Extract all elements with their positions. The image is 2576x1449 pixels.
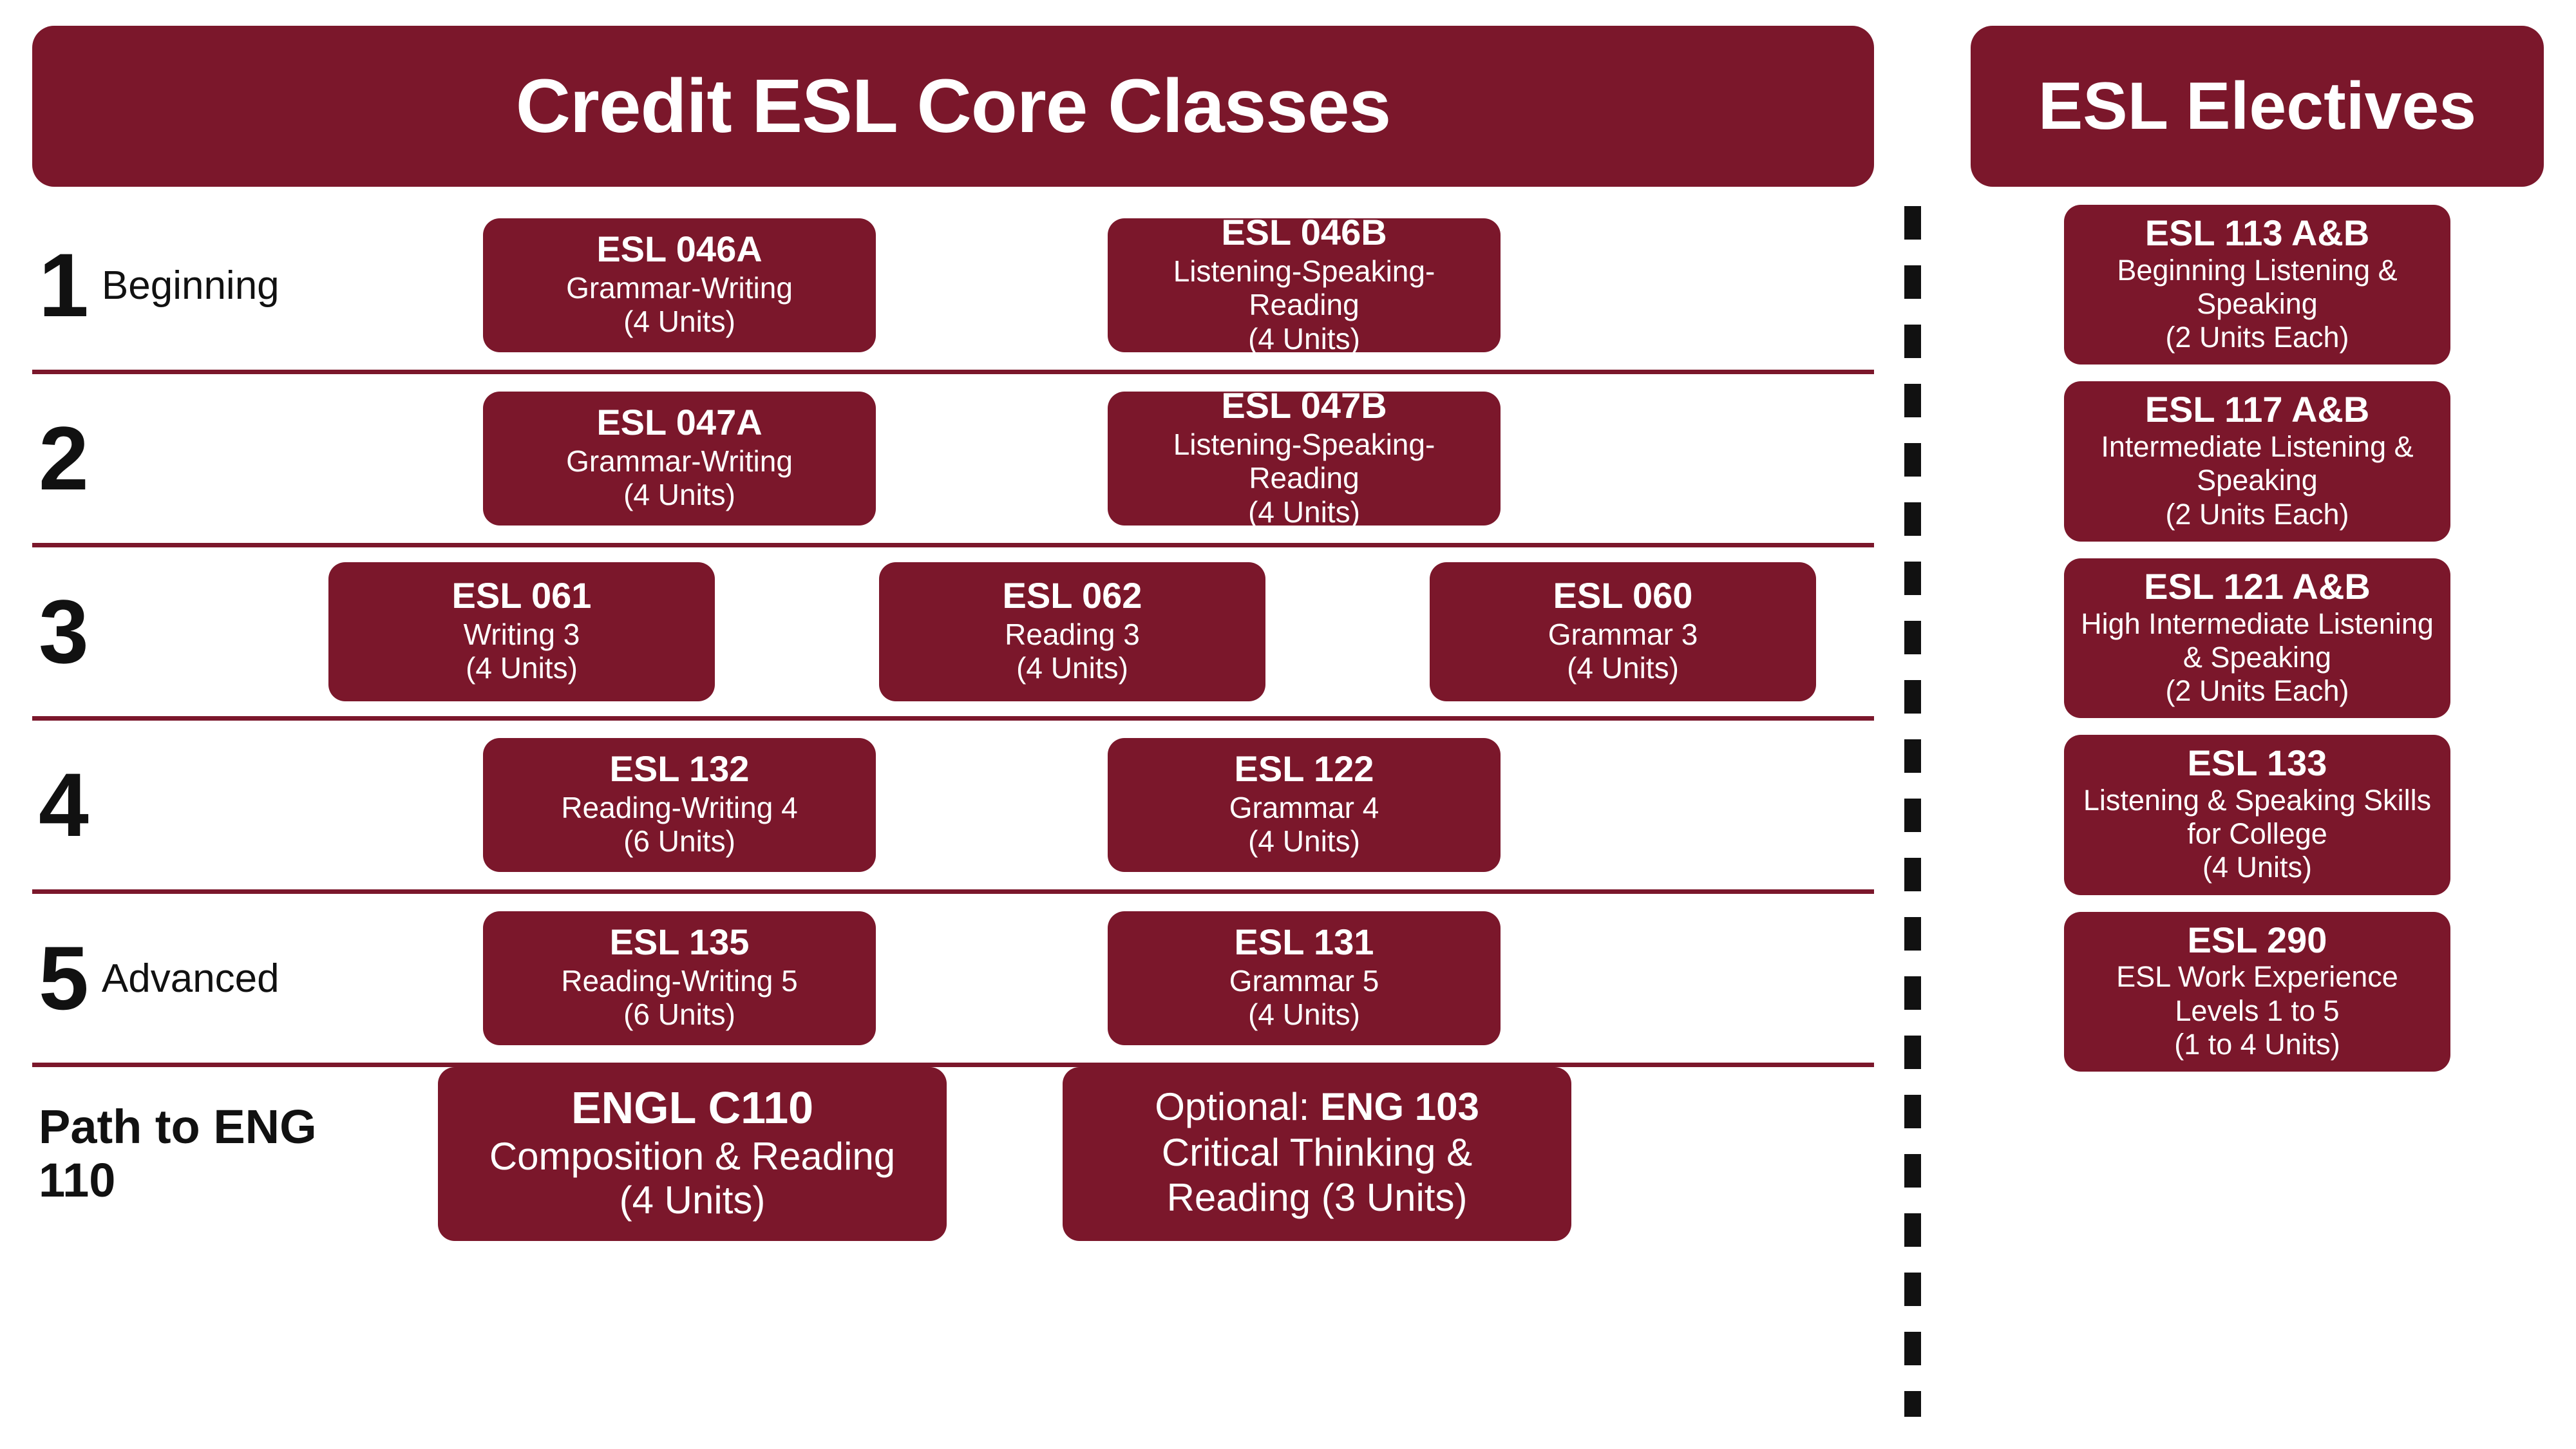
- column-divider: [1874, 26, 1951, 1423]
- level-row-1: [32, 201, 1874, 374]
- course-desc: Beginning Listening & Speaking: [2117, 253, 2398, 321]
- level-2-cards: [225, 384, 1874, 529]
- course-units: (4 Units): [1016, 651, 1128, 685]
- course-code: ESL 047A: [596, 402, 762, 443]
- course-code: ESL 117 A&B: [2145, 389, 2370, 430]
- course-code: ESL 061: [451, 575, 592, 616]
- course-card-esl-132[interactable]: [483, 738, 876, 872]
- optional-prefix: Optional:: [1155, 1084, 1321, 1128]
- level-number: 1: [39, 234, 89, 336]
- course-card-esl-047b[interactable]: [1108, 384, 1501, 529]
- course-code: ESL 046A: [596, 229, 762, 270]
- core-level-rows: [32, 201, 1874, 1241]
- course-card-engl-c110[interactable]: [438, 1067, 947, 1241]
- course-code: ESL 290: [2187, 919, 2327, 960]
- course-units: (4 Units): [619, 1179, 766, 1222]
- level-label-3: [32, 581, 225, 682]
- course-desc: Grammar-Writing: [566, 444, 793, 478]
- course-units: (4 Units): [1248, 495, 1360, 529]
- course-units: (2 Units Each): [2165, 321, 2349, 354]
- optional-line-3: Reading (3 Units): [1166, 1176, 1468, 1220]
- course-card-esl-122[interactable]: [1108, 738, 1501, 872]
- course-desc: Grammar 3: [1548, 617, 1698, 651]
- course-desc: Reading 3: [1005, 617, 1140, 651]
- course-card-esl-046a[interactable]: [483, 218, 876, 352]
- core-classes-column: [32, 26, 1874, 1423]
- course-card-esl-135[interactable]: [483, 911, 876, 1045]
- course-desc: Listening & Speaking Skills for College: [2083, 784, 2432, 851]
- course-units: (4 Units): [466, 651, 578, 685]
- course-code: ESL 062: [1002, 575, 1142, 616]
- optional-line-2: Critical Thinking &: [1161, 1130, 1473, 1174]
- course-units: (4 Units): [1567, 651, 1679, 685]
- electives-header: ESL Electives: [1971, 26, 2544, 187]
- electives-column: [1951, 26, 2544, 1423]
- level-row-4: [32, 721, 1874, 894]
- course-code: ESL 122: [1234, 748, 1374, 790]
- optional-line-1: [1155, 1084, 1479, 1130]
- level-number: 5: [39, 927, 89, 1028]
- course-code: ESL 133: [2187, 743, 2327, 784]
- course-desc: Grammar 4: [1229, 790, 1379, 824]
- level-row-2: [32, 374, 1874, 547]
- course-code: ESL 135: [609, 922, 750, 963]
- level-5-cards: [225, 911, 1874, 1045]
- course-units: (4 Units): [623, 305, 735, 339]
- course-desc: Reading-Writing 5: [561, 963, 798, 998]
- level-label-1: [32, 234, 279, 336]
- level-word: Beginning: [101, 263, 279, 308]
- course-card-esl-047a[interactable]: [483, 392, 876, 526]
- level-3-cards: [225, 562, 1874, 701]
- course-card-esl-062[interactable]: [879, 562, 1265, 701]
- level-label-4: [32, 754, 225, 855]
- elective-card-esl-113[interactable]: [2064, 205, 2450, 365]
- course-code: ENGL C110: [571, 1083, 814, 1133]
- elective-card-esl-290[interactable]: [2064, 912, 2450, 1072]
- course-desc: ESL Work Experience Levels 1 to 5: [2116, 960, 2398, 1027]
- course-desc: Composition & Reading: [489, 1134, 896, 1178]
- elective-card-esl-133[interactable]: [2064, 735, 2450, 895]
- core-classes-header: Credit ESL Core Classes: [32, 26, 1874, 187]
- course-units: (4 Units): [1248, 998, 1360, 1032]
- level-label-5: [32, 927, 279, 1028]
- path-cards: [393, 1067, 1874, 1241]
- course-desc: Intermediate Listening & Speaking: [2101, 430, 2414, 497]
- course-units: (2 Units Each): [2165, 497, 2349, 531]
- course-units: (4 Units): [2202, 851, 2313, 884]
- course-units: (1 to 4 Units): [2174, 1027, 2340, 1061]
- level-row-3: [32, 547, 1874, 721]
- course-card-esl-131[interactable]: [1108, 911, 1501, 1045]
- dashed-line: [1904, 206, 1921, 1417]
- course-code: ESL 132: [609, 748, 750, 790]
- path-to-eng-110-row: [32, 1067, 1874, 1241]
- electives-list: [1971, 205, 2544, 1072]
- course-card-esl-046b[interactable]: [1108, 211, 1501, 355]
- level-number: 4: [39, 754, 89, 855]
- course-code: ESL 113 A&B: [2145, 213, 2370, 253]
- course-desc: Grammar 5: [1229, 963, 1379, 998]
- course-card-esl-060[interactable]: [1430, 562, 1816, 701]
- level-4-cards: [225, 738, 1874, 872]
- course-units: (4 Units): [1248, 824, 1360, 858]
- level-label-2: [32, 408, 225, 509]
- course-units: (6 Units): [623, 998, 735, 1032]
- course-card-esl-061[interactable]: [328, 562, 715, 701]
- course-units: (4 Units): [623, 478, 735, 512]
- course-desc: Listening-Speaking-Reading: [1173, 254, 1435, 322]
- course-units: (4 Units): [1248, 321, 1360, 355]
- level-row-5: [32, 894, 1874, 1067]
- course-desc: High Intermediate Listening & Speaking: [2081, 607, 2434, 674]
- level-number: 2: [39, 408, 89, 509]
- course-desc: Writing 3: [463, 617, 580, 651]
- course-card-eng-103-optional[interactable]: [1063, 1067, 1571, 1241]
- level-word: Advanced: [101, 956, 279, 1001]
- course-code: ESL 046B: [1221, 211, 1387, 252]
- course-units: (6 Units): [623, 824, 735, 858]
- course-desc: Listening-Speaking-Reading: [1173, 427, 1435, 495]
- elective-card-esl-117[interactable]: [2064, 381, 2450, 541]
- course-desc: Reading-Writing 4: [561, 790, 798, 824]
- level-1-cards: [225, 211, 1874, 355]
- course-code: ESL 060: [1553, 575, 1693, 616]
- course-units: (2 Units Each): [2165, 674, 2349, 707]
- optional-course-code: ENG 103: [1320, 1084, 1479, 1128]
- course-desc: Grammar-Writing: [566, 270, 793, 305]
- path-to-eng-110-label: Path to ENG 110: [39, 1100, 317, 1207]
- level-number: 3: [39, 581, 89, 682]
- course-code: ESL 047B: [1221, 384, 1387, 426]
- course-code: ESL 121 A&B: [2144, 565, 2371, 607]
- elective-card-esl-121[interactable]: [2064, 558, 2450, 718]
- course-code: ESL 131: [1234, 922, 1374, 963]
